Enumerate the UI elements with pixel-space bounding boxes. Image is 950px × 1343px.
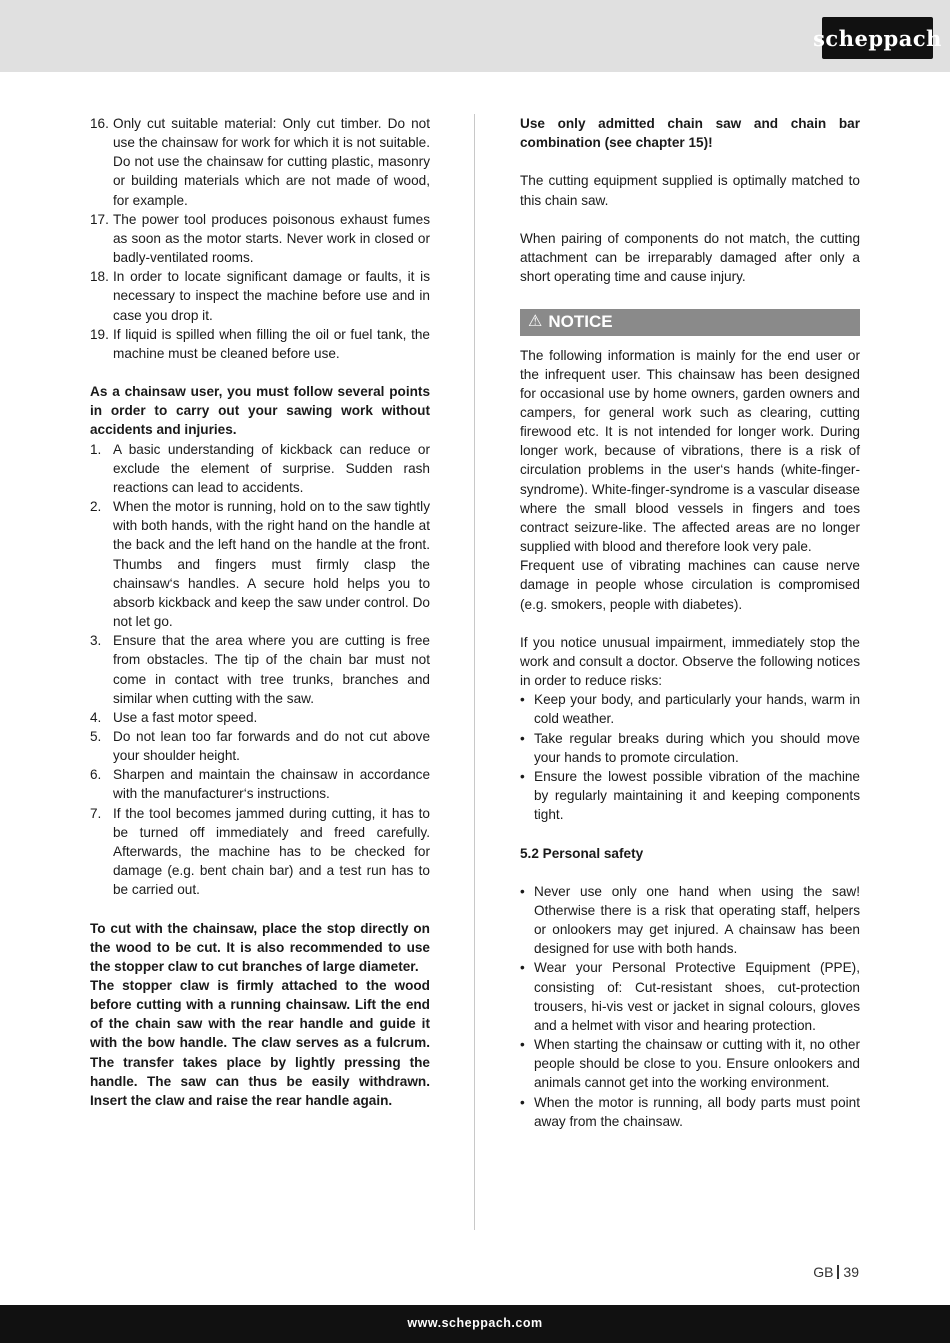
list-item: • Ensure the lowest possible vibration of the machine by regularly maintaining it and keeping components tight. [520, 768, 860, 823]
list-item: 19. If liquid is spilled when filling the oil or fuel tank, the machine must be cleaned before use. [90, 326, 430, 361]
stop-instruction: To cut with the chainsaw, place the stop directly on the wood to be cut. It is also recommended to use the stopper claw to cut branches of large diameter. [90, 920, 430, 974]
list-item: • Take regular breaks during which you should move your hands to promote circulation. [520, 730, 860, 765]
combination-warning: Use only admitted chain saw and chain bar combination (see chapter 15)! [520, 116, 860, 151]
safety-list-continued [90, 114, 430, 363]
list-item: • When starting the chainsaw or cutting with it, no other people should be close to you. Ensure onlookers and animals cannot get into the working environment. [520, 1037, 860, 1091]
list-item: 3. Ensure that the area where you are cutting is free from obstacles. The tip of the chain bar must not come in contact with tree trunks, branches and similar when cutting with the saw. [90, 633, 430, 706]
website-link[interactable]: www.scheppach.com [407, 1316, 543, 1330]
page-header [0, 0, 950, 72]
list-item: 7. If the tool becomes jammed during cutting, it has to be turned off immediately and freed carefully. Afterwards, the machine has to be checked for damage (e.g. bent chain bar) and a test run has to be carried out. [90, 805, 430, 898]
page-footer [0, 1305, 950, 1343]
paragraph: The cutting equipment supplied is optimally matched to this chain saw. [520, 173, 860, 208]
list-item: 2. When the motor is running, hold on to the saw tightly with both hands, with the right hand on the handle at the back and the left hand on the handle at the front. Thumbs and fingers must firmly clasp the chainsaw‘s handles. A secure hold helps you to absorb kickback and keep the saw under control. Do not let go. [90, 499, 430, 630]
column-divider [474, 114, 475, 1230]
section-title: 5.2 Personal safety [520, 845, 644, 861]
personal-safety-list [520, 882, 860, 1131]
list-item: 5. Do not lean too far forwards and do not cut above your shoulder height. [90, 728, 430, 764]
list-item: • Wear your Personal Protective Equipment (PPE), consisting of: Cut-resistant shoes, cut-protection trousers, hi-vis vest or jacket in signal colours, gloves and a helmet with visor and hearing protection. [520, 960, 860, 1033]
chainsaw-user-intro: As a chainsaw user, you must follow several points in order to carry out your sawing work without accidents and injuries. [90, 384, 430, 438]
list-item: • When the motor is running, all body parts must point away from the chainsaw. [520, 1094, 860, 1129]
right-column [520, 114, 860, 1131]
list-item: 4. Use a fast motor speed. [90, 709, 258, 725]
notice-text: The following information is mainly for the end user or the infrequent user. This chainsaw has been designed for occasional use by home owners, garden owners and campers, for general work such as clearing, cutting firewood etc. It is not intended for longer work. During longer work, because of vibrations, there is a risk of circulation problems in the user‘s hands (white-finger-syndrome). White-finger-syndrome is a vascular disease where the small blood vessels in fingers and toes contract seizure-like. The affected areas are no longer supplied with blood and therefore look very pale. [520, 347, 860, 555]
list-item: • Keep your body, and particularly your hands, warm in cold weather. [520, 692, 860, 727]
notice-banner [520, 309, 860, 336]
left-column [90, 114, 430, 1110]
sawing-points-list [90, 440, 430, 900]
list-item: 1. A basic understanding of kickback can reduce or exclude the element of surprise. Sudden rash reactions can lead to accidents. [90, 441, 430, 495]
list-item: 16. Only cut suitable material: Only cut timber. Do not use the chainsaw for work for which it is not suitable. Do not use the chainsaw for cutting plastic, masonry or building materials which are not made of wood, for example. [90, 116, 430, 208]
scheppach-logo: scheppach [822, 17, 933, 59]
risk-reduction-list [520, 690, 860, 824]
paragraph: When pairing of components do not match, the cutting attachment can be irreparably damaged after only a short operating time and cause injury. [520, 230, 860, 285]
list-item: 18. In order to locate significant damage or faults, it is necessary to inspect the machine before use and in case you drop it. [90, 269, 430, 323]
notice-text-2: Frequent use of vibrating machines can cause nerve damage in people whose circulation is compromised (e.g. smokers, people with diabetes). [520, 558, 860, 612]
paragraph: If you notice unusual impairment, immediately stop the work and consult a doctor. Observe the following notices in order to reduce risks: [520, 634, 860, 689]
stopper-claw-instruction: The stopper claw is firmly attached to the wood before cutting with a running chainsaw. Lift the end of the chain saw with the rear handle and guide it with the bow handle. The claw serves as a fulcrum. The transfer takes place by lightly pressing the handle. The saw can thus be easily withdrawn. Insert the claw and raise the rear handle again. [90, 978, 430, 1108]
notice-label: NOTICE [548, 312, 613, 332]
list-item: 6. Sharpen and maintain the chainsaw in accordance with the manufacturer‘s instructions. [90, 767, 430, 802]
warning-triangle-icon: ⚠ [528, 313, 543, 331]
list-item: 17. The power tool produces poisonous exhaust fumes as soon as the motor starts. Never work in closed or badly-ventilated rooms. [90, 211, 430, 266]
page-number: GB 39 [813, 1264, 859, 1280]
list-item: • Never use only one hand when using the saw! Otherwise there is a risk that operating staff, helpers or onlookers may get injured. A chainsaw has been designed for use with both hands. [520, 883, 860, 957]
